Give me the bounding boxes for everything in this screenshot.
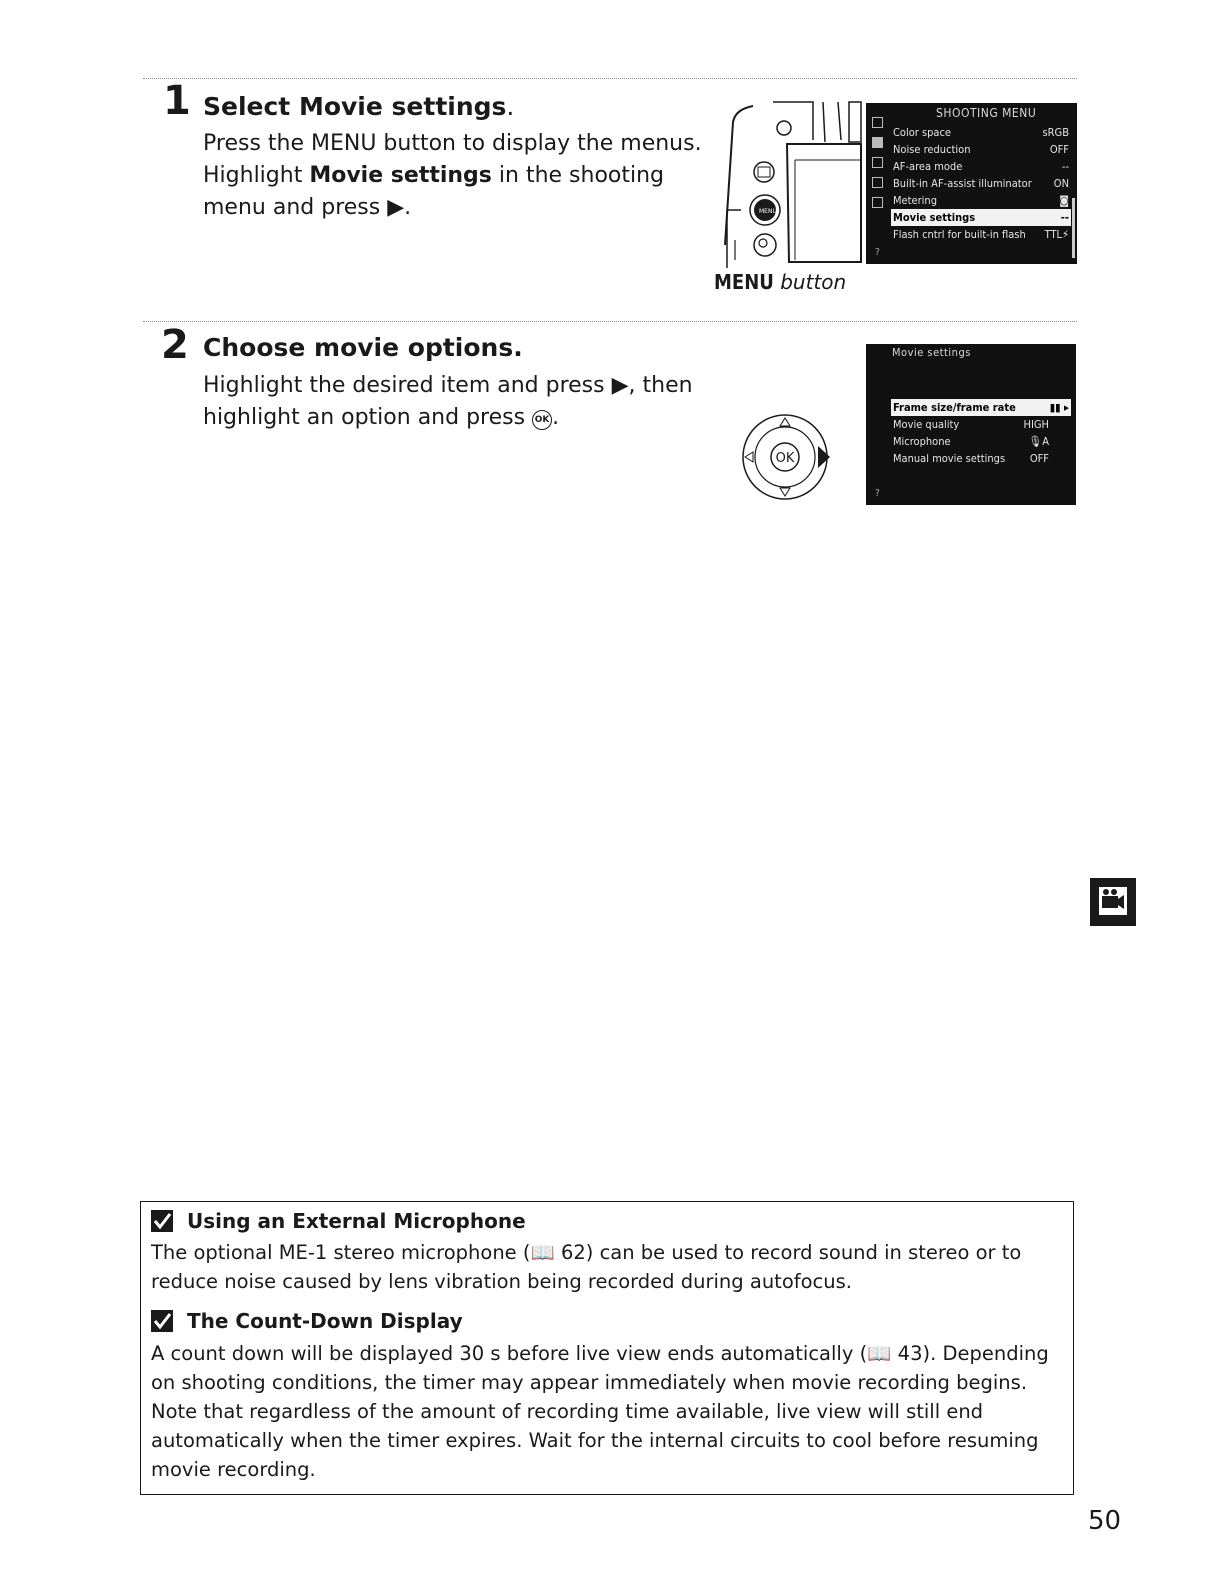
shooting-menu-screen xyxy=(866,103,1077,264)
step-instructions xyxy=(203,128,703,224)
checkmark-icon xyxy=(151,1310,173,1332)
help-icon: ? xyxy=(875,488,880,499)
menu-title: Movie settings xyxy=(892,346,971,359)
menu-row-highlighted[interactable]: Movie settings -- xyxy=(893,211,1069,224)
menu-button-label: MENU xyxy=(759,208,777,215)
menu-row-highlighted[interactable]: Frame size/frame rate ▮▮ ▸ xyxy=(893,401,1069,414)
menu-row[interactable]: Metering ◙ xyxy=(893,194,1069,207)
note-text: A count down will be displayed 30 s before live view ends automatically (📖 43). Depending on shooting conditions, the timer may appear immediately when movie recording begins. Note that regardless of the amount of recording time available, live view will still end automatically when the timer expires. Wait for the internal circuits to cool before resuming movie recording. xyxy=(151,1342,1049,1481)
step-instructions xyxy=(203,370,703,434)
menu-tabs xyxy=(872,117,884,217)
checkmark-icon xyxy=(151,1210,173,1232)
note-heading: The Count-Down Display xyxy=(151,1309,463,1333)
scrollbar-thumb xyxy=(1072,198,1075,258)
instruction-line: highlight an option and press OK . xyxy=(203,405,560,430)
camera-back-illustration xyxy=(713,100,863,268)
menu-row[interactable]: AF-area mode -- xyxy=(893,160,1069,173)
step-title-end: . xyxy=(506,92,515,121)
help-icon: ? xyxy=(875,247,880,258)
page-number: 50 xyxy=(1088,1506,1122,1536)
menu-row[interactable]: Color space sRGB xyxy=(893,126,1069,139)
step-title xyxy=(203,92,514,121)
notes-box xyxy=(140,1201,1074,1495)
divider-top xyxy=(143,78,1077,79)
step-number: 1 xyxy=(163,78,191,124)
divider-middle xyxy=(143,321,1077,322)
menu-row[interactable]: Built-in AF-assist illuminator ON xyxy=(893,177,1069,190)
note-heading: Using an External Microphone xyxy=(151,1209,526,1233)
right-arrow-icon xyxy=(818,446,830,468)
menu-row[interactable]: Movie quality HIGH xyxy=(893,418,1049,431)
caption-italic: button xyxy=(773,270,847,294)
instruction-line: Highlight the desired item and press ▶, then xyxy=(203,373,693,398)
shooting-tab-icon xyxy=(872,137,883,148)
movie-icon xyxy=(1090,878,1136,926)
note-text: The optional ME-1 stereo microphone (📖 62) can be used to record sound in stereo or to reduce noise caused by lens vibration being recorded during autofocus. xyxy=(151,1241,1022,1293)
ok-icon: OK xyxy=(532,410,552,430)
playback-tab-icon xyxy=(872,117,883,128)
step-number: 2 xyxy=(161,322,189,368)
movie-settings-screen xyxy=(866,344,1076,505)
step-title: Choose movie options. xyxy=(203,333,523,362)
menu-item-name: Movie settings xyxy=(309,163,492,188)
instruction-line: Press the MENU button to display the menus. xyxy=(203,131,702,156)
menu-button-caption xyxy=(714,270,846,294)
menu-row[interactable]: Microphone 🎙A xyxy=(893,435,1049,448)
step-title-bold: Select Movie settings xyxy=(203,92,507,121)
instruction-line: Highlight Movie settings in the shooting xyxy=(203,163,665,188)
menu-title: SHOOTING MENU xyxy=(936,106,1037,120)
setup-tab-icon xyxy=(872,157,883,168)
caption-bold: MENU xyxy=(714,270,774,294)
instruction-line: menu and press ▶. xyxy=(203,195,412,220)
ok-button-label: OK xyxy=(775,451,795,466)
multi-selector-illustration xyxy=(740,412,832,500)
recent-tab-icon xyxy=(872,197,883,208)
retouch-tab-icon xyxy=(872,177,883,188)
menu-row[interactable]: Manual movie settings OFF xyxy=(893,452,1049,465)
menu-row[interactable]: Flash cntrl for built-in flash TTL⚡ xyxy=(893,228,1069,241)
movie-section-tab xyxy=(1090,878,1136,926)
menu-row[interactable]: Noise reduction OFF xyxy=(893,143,1069,156)
